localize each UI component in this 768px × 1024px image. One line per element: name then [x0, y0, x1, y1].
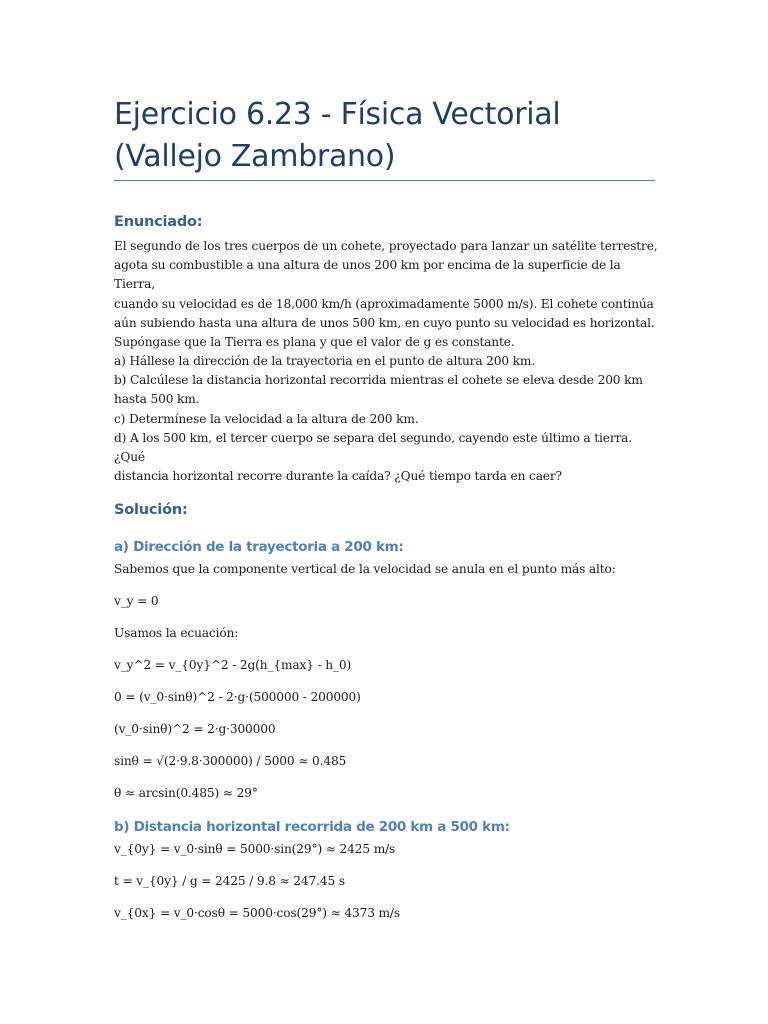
equation: t = v_{0y} / g = 2425 / 9.8 ≈ 247.45 s: [114, 874, 345, 888]
question-line: a) Hállese la dirección de la trayectoria en el punto de altura 200 km.: [114, 354, 536, 368]
part-a-intro: Sabemos que la componente vertical de la velocidad se anula en el punto más alto:: [114, 562, 616, 576]
enunciado-line: agota su combustible a una altura de unos 200 km por encima de la superficie de la Tierra,: [114, 258, 621, 292]
equation: v_y^2 = v_{0y}^2 - 2g(h_{max} - h_0): [114, 658, 352, 672]
title-underline: [114, 180, 655, 181]
equation: v_{0y} = v_0·sinθ = 5000·sin(29°) ≈ 2425 m/s: [114, 842, 396, 856]
usamos-text: Usamos la ecuación:: [114, 626, 239, 640]
questions-list: [114, 352, 659, 486]
document-title: Ejercicio 6.23 - Física Vectorial (Vallejo Zambrano): [114, 97, 561, 174]
question-line: distancia horizontal recorre durante la caída? ¿Qué tiempo tarda en caer?: [114, 469, 562, 484]
enunciado-line: cuando su velocidad es de 18,000 km/h (aproximadamente 5000 m/s). El cohete continúa: [114, 296, 654, 311]
enunciado-heading: Enunciado:: [114, 214, 203, 230]
enunciado-line: Supóngase que la Tierra es plana y que el valor de g es constante.: [114, 335, 515, 350]
question-line: c) Determínese la velocidad a la altura de 200 km.: [114, 411, 419, 426]
enunciado-line: aún subiendo hasta una altura de unos 500 km, en cuyo punto su velocidad es horizontal.: [114, 315, 655, 330]
question-line: hasta 500 km.: [114, 392, 200, 407]
equation: θ ≈ arcsin(0.485) ≈ 29°: [114, 786, 258, 800]
enunciado-text: [114, 237, 659, 352]
equation: v_{0x} = v_0·cosθ = 5000·cos(29°) ≈ 4373 m/s: [114, 906, 400, 920]
equation: (v_0·sinθ)^2 = 2·g·300000: [114, 722, 276, 736]
enunciado-line: El segundo de los tres cuerpos de un cohete, proyectado para lanzar un satélite terrestre,: [114, 239, 658, 253]
solucion-heading: Solución:: [114, 502, 188, 518]
equation: 0 = (v_0·sinθ)^2 - 2·g·(500000 - 200000): [114, 690, 361, 704]
equation: sinθ = √(2·9.8·300000) / 5000 ≈ 0.485: [114, 754, 347, 768]
part-b-heading: b) Distancia horizontal recorrida de 200 km a 500 km:: [114, 819, 510, 835]
question-line: b) Calcúlese la distancia horizontal recorrida mientras el cohete se eleva desde 200 km: [114, 373, 643, 388]
equation: v_y = 0: [114, 594, 159, 608]
part-a-heading: a) Dirección de la trayectoria a 200 km:: [114, 539, 404, 555]
question-line: d) A los 500 km, el tercer cuerpo se separa del segundo, cayendo este último a tierra. ¿Qué: [114, 430, 633, 465]
